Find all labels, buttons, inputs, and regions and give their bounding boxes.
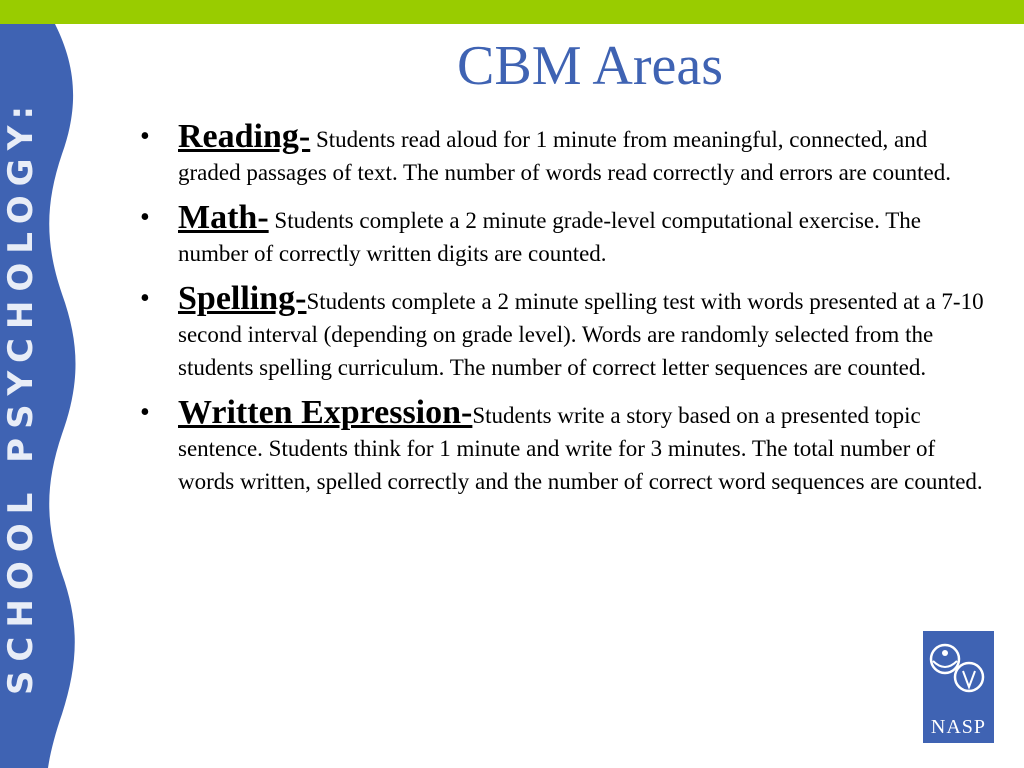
nasp-emblem-icon: [923, 631, 994, 711]
bullet-term: Math-: [178, 199, 269, 236]
bullet-item: [138, 120, 988, 189]
bullet-dot-icon: •: [140, 202, 150, 233]
logo-label: NASP: [930, 716, 987, 738]
bullet-list: [138, 120, 988, 510]
bullet-dot-icon: •: [140, 283, 150, 314]
bullet-term: Written Expression-: [178, 394, 473, 431]
side-label: SCHOOL PSYCHOLOGY:: [1, 96, 42, 696]
top-accent-bar: [0, 0, 1024, 24]
bullet-term: Reading-: [178, 118, 311, 155]
slide-title: CBM Areas: [457, 35, 723, 97]
bullet-item: [138, 282, 988, 384]
bullet-item: [138, 396, 988, 498]
nasp-logo: [923, 631, 994, 743]
bullet-term: Spelling-: [178, 280, 307, 317]
bullet-text: Students write a story based on a presented topic sentence. Students think for 1 minute and write for 3 minutes. The total number of words written, spelled correctly and the number of correct word sequences are counted.: [178, 403, 983, 494]
bullet-dot-icon: •: [140, 397, 150, 428]
bullet-item: [138, 201, 988, 270]
bullet-text: Students read aloud for 1 minute from meaningful, connected, and graded passages of text. The number of words read correctly and errors are counted.: [178, 127, 951, 185]
bullet-text: Students complete a 2 minute spelling test with words presented at a 7-10 second interval (depending on grade level). Words are randomly selected from the students spelling curriculum. The number of correct letter sequences are counted.: [178, 289, 984, 380]
side-label-wrapper: [0, 24, 42, 768]
bullet-dot-icon: •: [140, 121, 150, 152]
bullet-text: Students complete a 2 minute grade-level computational exercise. The number of correctly written digits are counted.: [178, 208, 921, 266]
